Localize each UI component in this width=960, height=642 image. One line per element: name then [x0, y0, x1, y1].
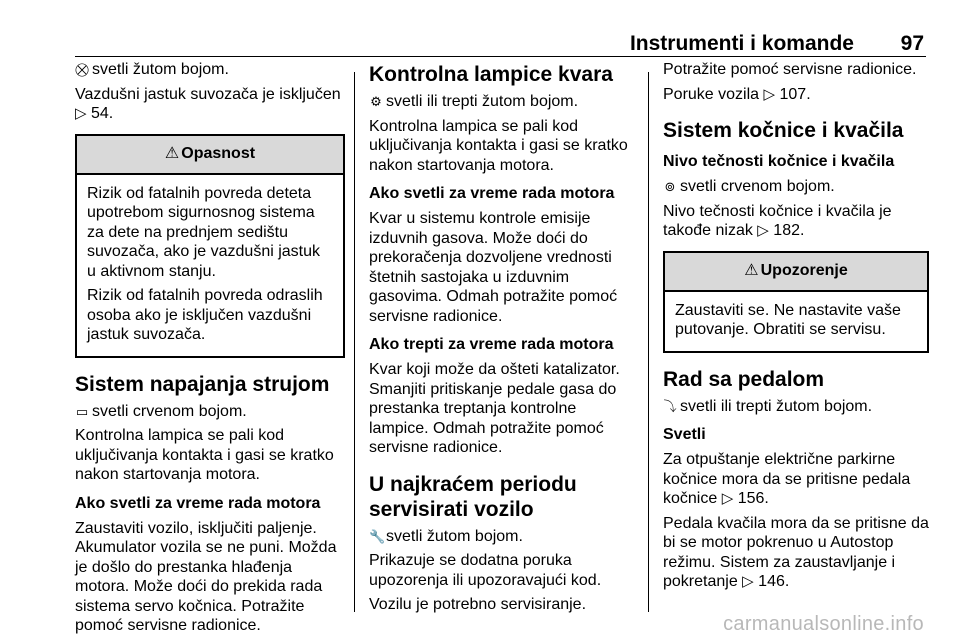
blink-running-heading: Ako trepti za vreme rada motora	[369, 336, 614, 353]
page-number: 97	[900, 32, 924, 55]
fluid-status-line: ⊚ svetli crvenom bojom.	[664, 178, 835, 195]
brake-system-heading: Sistem kočnice i kvačila	[663, 119, 904, 142]
page-ref-arrow-icon: ▷	[75, 105, 87, 122]
page-header	[75, 0, 926, 57]
page-ref: 156.	[737, 490, 769, 507]
pedal-status-line: ⤵ svetli ili trepti žutom bojom.	[663, 397, 873, 415]
malfunction-info: Kontrolna lampica se pali kod uključivanja kontakta i gasi se kratko nakon startovanja motora.	[369, 117, 628, 174]
pedal-icon: ⤵	[663, 398, 677, 414]
service-help-text: Potražite pomoć servisne radionice.	[663, 61, 917, 78]
lit-running-heading: Ako svetli za vreme rada motora	[369, 185, 615, 202]
service-status-line: 🔧svetli žutom bojom.	[369, 527, 523, 545]
warning-triangle-icon: ⚠	[164, 145, 180, 163]
battery-status-line: ▭ svetli crvenom bojom.	[75, 402, 247, 420]
danger-text-1: Rizik od fatalnih povreda deteta upotrebom sigurnosnog sistema za dete na prednjem sedištu suvozača, ako je vazdušni jastuk u aktivnom stanju.	[87, 184, 321, 280]
battery-info: Kontrolna lampica se pali kod uključivanja kontakta i gasi se kratko nakon startovanja motora.	[75, 427, 334, 483]
airbag-info: Vazdušni jastuk suvozača je isključen ▷ 54.	[75, 85, 341, 122]
check-engine-icon: ⚙	[370, 94, 382, 109]
blink-running-text: Kvar koji može da ošteti katalizator. Smanjiti pritiskanje pedale gasa do prestanka treptanja kontrolne lampice. Odmah potražite pomoć servisne radionice.	[369, 361, 620, 456]
column-divider	[648, 72, 649, 612]
service-heading: U najkraćem periodu servisirati vozilo	[369, 472, 577, 521]
engine-running-text: Zaustaviti vozilo, isključiti paljenje. Akumulator vozila se ne puni. Možda je došlo do prestanka hlađenja motora. Može doći do prekida rada sistema servo kočnica. Potražite pomoć servisne radionice.	[75, 519, 337, 634]
vehicle-messages-ref: Poruke vozila ▷ 107.	[663, 85, 811, 103]
column-divider	[354, 72, 355, 612]
page-ref: 107.	[779, 85, 811, 103]
lit-running-text: Kvar u sistemu kontrole emisije izduvnih gasova. Može doći do prekoračenja dozvoljene vrednosti štetnih sastojaka u izduvnim gasovima. Odmah potražite pomoć servisne radionice.	[369, 210, 618, 325]
page-ref-arrow-icon: ▷	[721, 490, 734, 507]
malfunction-heading: Kontrolna lampice kvara	[369, 63, 613, 86]
danger-box-header	[77, 136, 343, 175]
danger-box-title: Opasnost	[181, 145, 256, 163]
column-left	[75, 60, 345, 641]
airbag-status-line: ⛒ svetli žutom bojom.	[75, 61, 229, 78]
malfunction-status-line: ⚙ svetli ili trepti žutom bojom.	[370, 93, 579, 110]
page-ref-arrow-icon: ▷	[742, 573, 754, 590]
lit-heading: Svetli	[663, 426, 706, 443]
battery-icon: ▭	[75, 403, 89, 419]
warning-box-title: Upozorenje	[760, 262, 848, 280]
warning-triangle-icon: ⚠	[744, 262, 759, 280]
parking-brake-text: Za otpuštanje električne parkirne kočnice mora da se pritisne pedala kočnice ▷ 156.	[663, 451, 911, 507]
page-title: Instrumenti i komande	[629, 32, 854, 55]
airbag-off-icon: ⛒	[75, 62, 89, 77]
page-ref-arrow-icon: ▷	[763, 85, 776, 103]
fluid-info: Nivo tečnosti kočnice i kvačila je takođe nizak ▷ 182.	[663, 202, 892, 239]
pedal-heading: Rad sa pedalom	[663, 367, 825, 391]
wrench-icon: 🔧	[369, 528, 386, 544]
brake-warning-icon: ⊚	[664, 179, 676, 194]
clutch-pedal-text: Pedala kvačila mora da se pritisne da bi se motor pokrenuo u Autostop režimu. Sistem za zaustavljanje i pokretanje ▷ 146.	[663, 514, 929, 590]
column-right	[663, 60, 929, 597]
warning-box	[663, 251, 929, 353]
danger-text-2: Rizik od fatalnih povreda odraslih osoba ako je isključen vazdušni jastuk suvozača.	[87, 287, 323, 343]
page-ref: 182.	[773, 222, 805, 239]
service-info-1: Prikazuje se dodatna poruka upozorenja ili upozoravajući kod.	[369, 552, 602, 589]
fluid-level-heading: Nivo tečnosti kočnice i kvačila	[663, 153, 895, 170]
page-ref-arrow-icon: ▷	[757, 222, 769, 239]
power-system-heading: Sistem napajanja strujom	[75, 372, 330, 396]
danger-box	[75, 134, 345, 358]
service-info-2: Vozilu je potrebno servisiranje.	[369, 596, 587, 613]
page-ref: 146.	[758, 573, 790, 590]
page-ref: 54.	[91, 105, 114, 122]
watermark: carmanualsonline.info	[723, 613, 924, 635]
warning-text: Zaustaviti se. Ne nastavite vaše putovanje. Obratiti se servisu.	[675, 301, 901, 338]
column-middle	[369, 60, 634, 620]
engine-running-heading: Ako svetli za vreme rada motora	[75, 494, 321, 512]
warning-box-header	[665, 253, 927, 292]
